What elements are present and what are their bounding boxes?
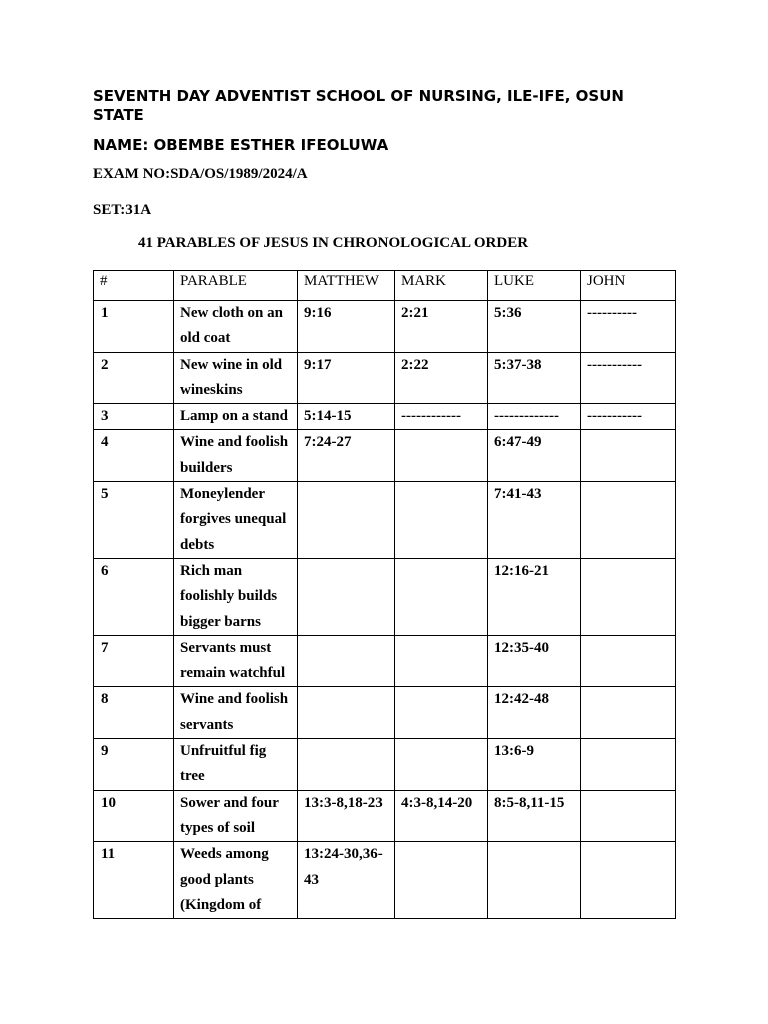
matthew-cell: 9:16 (298, 301, 395, 353)
john-cell: ----------- (581, 352, 676, 404)
john-cell (581, 482, 676, 559)
row-number: 9 (94, 739, 174, 791)
john-cell (581, 739, 676, 791)
row-number: 1 (94, 301, 174, 353)
parable-cell: Rich man foolishly builds bigger barns (174, 558, 298, 635)
set-label: SET:31A (93, 202, 152, 218)
luke-cell: 8:5-8,11-15 (488, 790, 581, 842)
john-cell: ---------- (581, 301, 676, 353)
exam-number: EXAM NO:SDA/OS/1989/2024/A (93, 166, 308, 182)
parable-cell: Wine and foolish builders (174, 430, 298, 482)
table-row (94, 635, 676, 687)
mark-cell (395, 842, 488, 919)
luke-cell: 12:16-21 (488, 558, 581, 635)
mark-cell (395, 687, 488, 739)
matthew-cell (298, 558, 395, 635)
table-row (94, 352, 676, 404)
table-row (94, 430, 676, 482)
table-row (94, 558, 676, 635)
parable-cell: Wine and foolish servants (174, 687, 298, 739)
john-cell (581, 558, 676, 635)
luke-cell: 7:41-43 (488, 482, 581, 559)
table-row (94, 404, 676, 430)
column-header-mark: MARK (395, 271, 488, 301)
luke-cell (488, 842, 581, 919)
mark-cell (395, 430, 488, 482)
mark-cell (395, 739, 488, 791)
mark-cell: 4:3-8,14-20 (395, 790, 488, 842)
parable-cell: Servants must remain watchful (174, 635, 298, 687)
column-header-number: # (94, 271, 174, 301)
luke-cell: ------------- (488, 404, 581, 430)
row-number: 6 (94, 558, 174, 635)
column-header-parable: PARABLE (174, 271, 298, 301)
row-number: 7 (94, 635, 174, 687)
matthew-cell (298, 482, 395, 559)
parable-cell: Lamp on a stand (174, 404, 298, 430)
row-number: 10 (94, 790, 174, 842)
mark-cell: ------------ (395, 404, 488, 430)
row-number: 2 (94, 352, 174, 404)
john-cell (581, 687, 676, 739)
parable-cell: Weeds among good plants (Kingdom of (174, 842, 298, 919)
mark-cell (395, 635, 488, 687)
matthew-cell: 5:14-15 (298, 404, 395, 430)
row-number: 4 (94, 430, 174, 482)
mark-cell (395, 558, 488, 635)
row-number: 8 (94, 687, 174, 739)
column-header-matthew: MATTHEW (298, 271, 395, 301)
table-row (94, 739, 676, 791)
column-header-luke: LUKE (488, 271, 581, 301)
luke-cell: 12:42-48 (488, 687, 581, 739)
mark-cell: 2:22 (395, 352, 488, 404)
mark-cell: 2:21 (395, 301, 488, 353)
mark-cell (395, 482, 488, 559)
parable-cell: New cloth on an old coat (174, 301, 298, 353)
row-number: 3 (94, 404, 174, 430)
table-row (94, 687, 676, 739)
row-number: 5 (94, 482, 174, 559)
parable-cell: Sower and four types of soil (174, 790, 298, 842)
john-cell (581, 790, 676, 842)
luke-cell: 5:37-38 (488, 352, 581, 404)
parable-cell: New wine in old wineskins (174, 352, 298, 404)
john-cell (581, 635, 676, 687)
luke-cell: 5:36 (488, 301, 581, 353)
matthew-cell: 7:24-27 (298, 430, 395, 482)
parables-table (93, 270, 676, 919)
table-header-row (94, 271, 676, 301)
column-header-john: JOHN (581, 271, 676, 301)
luke-cell: 13:6-9 (488, 739, 581, 791)
john-cell (581, 842, 676, 919)
matthew-cell (298, 687, 395, 739)
matthew-cell: 9:17 (298, 352, 395, 404)
row-number: 11 (94, 842, 174, 919)
luke-cell: 12:35-40 (488, 635, 581, 687)
table-row (94, 842, 676, 919)
table-row (94, 482, 676, 559)
matthew-cell: 13:24-30,36-43 (298, 842, 395, 919)
student-name: NAME: OBEMBE ESTHER IFEOLUWA (93, 136, 389, 154)
matthew-cell (298, 635, 395, 687)
table-row (94, 301, 676, 353)
parable-cell: Moneylender forgives unequal debts (174, 482, 298, 559)
john-cell: ----------- (581, 404, 676, 430)
school-heading: SEVENTH DAY ADVENTIST SCHOOL OF NURSING, ILE-IFE, OSUN STATE (93, 87, 624, 124)
document-title: 41 PARABLES OF JESUS IN CHRONOLOGICAL ORDER (138, 235, 529, 251)
luke-cell: 6:47-49 (488, 430, 581, 482)
matthew-cell: 13:3-8,18-23 (298, 790, 395, 842)
parable-cell: Unfruitful fig tree (174, 739, 298, 791)
matthew-cell (298, 739, 395, 791)
john-cell (581, 430, 676, 482)
table-row (94, 790, 676, 842)
